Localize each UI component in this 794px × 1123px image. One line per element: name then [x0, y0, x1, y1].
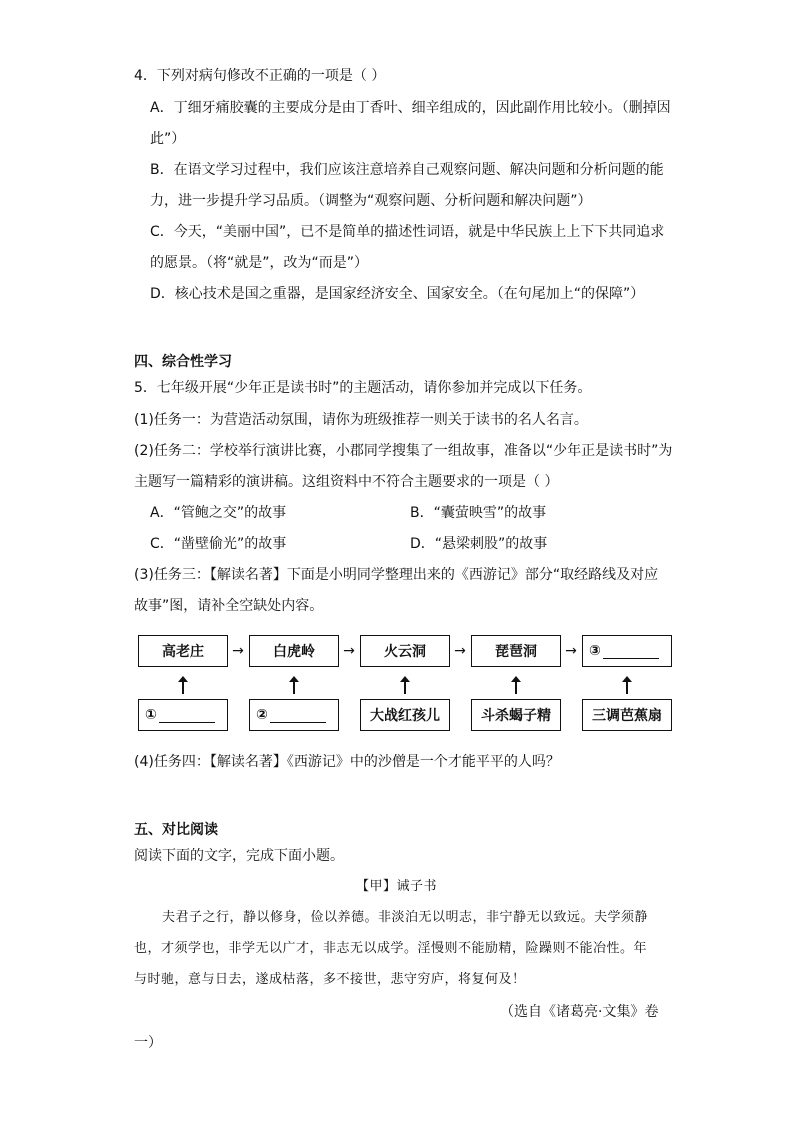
task2-option-d: D．“悬梁刺股”的故事: [410, 536, 548, 552]
section5-title: 五、对比阅读: [134, 822, 218, 838]
task2-line1: (2)任务二：学校举行演讲比赛，小郡同学搜集了一组故事，准备以“少年正是读书时”为: [134, 443, 673, 459]
passage-source-line1: （选自《诸葛亮·文集》卷: [500, 1004, 659, 1020]
q4-option-c-line1: C．今天，“美丽中国”，已不是简单的描述性词语，就是中华民族上上下下共同追求: [150, 224, 665, 240]
passage-line-2: 也，才须学也，非学无以广才，非志无以成学。淫慢则不能励精，险躁则不能冶性。年: [134, 941, 648, 956]
q4-option-a-line2: 此”）: [150, 131, 186, 147]
up-arrow-icon: [511, 676, 521, 694]
up-arrow-icon: [622, 676, 632, 694]
story-box-label: 大战红孩儿: [370, 708, 440, 724]
task3-line1: (3)任务三：【解读名著】下面是小明同学整理出来的《西游记》部分“取经路线及对应: [134, 567, 659, 583]
story-box-label: 斗杀蝎子精: [481, 708, 551, 724]
task2-line2: 主题写一篇精彩的演讲稿。这组资料中不符合主题要求的一项是（ ）: [134, 474, 559, 490]
story-box-blank-1[interactable]: [138, 699, 228, 731]
route-box-blank-3[interactable]: [582, 635, 672, 667]
story-box-blank-2[interactable]: [249, 699, 339, 731]
blank-marker: ①: [145, 707, 157, 723]
q4-option-c-line2: 的愿景。（将“就是”，改为“而是”）: [150, 255, 369, 271]
q4-option-d: D．核心技术是国之重器，是国家经济安全、国家安全。（在句尾加上“的保障”）: [150, 286, 645, 302]
story-box-xiezijing: [471, 699, 561, 731]
section4-title: 四、综合性学习: [134, 354, 232, 370]
answer-blank[interactable]: [603, 644, 659, 659]
blank-marker: ③: [589, 643, 601, 659]
q4-option-b-line2: 力，进一步提升学习品质。（调整为“观察问题、分析问题和解决问题”）: [150, 193, 592, 209]
route-box-label: 高老庄: [162, 644, 204, 660]
q5-stem: 5．七年级开展“少年正是读书时”的主题活动，请你参加并完成以下任务。: [134, 380, 592, 396]
task4: (4)任务四：【解读名著】《西游记》中的沙僧是一个才能平平的人吗？: [134, 754, 560, 770]
route-box-label: 琵琶洞: [495, 644, 537, 660]
route-box-label: 火云洞: [384, 644, 426, 660]
up-arrow-icon: [289, 676, 299, 694]
story-box-label: 三调芭蕉扇: [592, 708, 662, 724]
passage-line-3: 与时驰，意与日去，遂成枯落，多不接世，悲守穷庐，将复何及！: [134, 972, 526, 987]
route-box-huoyundong: [360, 635, 450, 667]
story-box-bajiaoshan: [582, 699, 672, 731]
story-box-honghaier: [360, 699, 450, 731]
task2-option-c: C．“凿壁偷光”的故事: [150, 536, 287, 552]
blank-marker: ②: [256, 707, 268, 723]
route-box-label: 白虎岭: [273, 644, 315, 660]
up-arrow-icon: [400, 676, 410, 694]
section5-intro: 阅读下面的文字，完成下面小题。: [134, 848, 344, 864]
right-arrow-icon: →: [343, 643, 355, 659]
passage-source-line2: 一）: [134, 1035, 162, 1051]
task2-option-b: B．“囊萤映雪”的故事: [410, 505, 547, 521]
route-box-gaolaozhuang: [138, 635, 228, 667]
q4-option-b-line1: B．在语文学习过程中，我们应该注意培养自己观察问题、解决问题和分析问题的能: [150, 162, 664, 178]
right-arrow-icon: →: [232, 643, 244, 659]
right-arrow-icon: →: [565, 643, 577, 659]
passage-line-1: 夫君子之行，静以修身，俭以养德。非淡泊无以明志，非宁静无以致远。夫学须静: [162, 910, 649, 925]
q4-stem: 4．下列对病句修改不正确的一项是（ ）: [134, 68, 386, 84]
answer-blank[interactable]: [270, 708, 326, 723]
task3-line2: 故事”图，请补全空缺处内容。: [134, 598, 324, 614]
up-arrow-icon: [178, 676, 188, 694]
passage-title: 【甲】诫子书: [356, 879, 438, 894]
right-arrow-icon: →: [454, 643, 466, 659]
route-box-pipadong: [471, 635, 561, 667]
route-box-baihuling: [249, 635, 339, 667]
answer-blank[interactable]: [159, 708, 215, 723]
task2-option-a: A．“管鲍之交”的故事: [150, 505, 287, 521]
q4-option-a-line1: A．丁细牙痛胶囊的主要成分是由丁香叶、细辛组成的，因此副作用比较小。（删掉因: [150, 100, 671, 116]
task1: (1)任务一：为营造活动氛围，请你为班级推荐一则关于读书的名人名言。: [134, 412, 588, 428]
